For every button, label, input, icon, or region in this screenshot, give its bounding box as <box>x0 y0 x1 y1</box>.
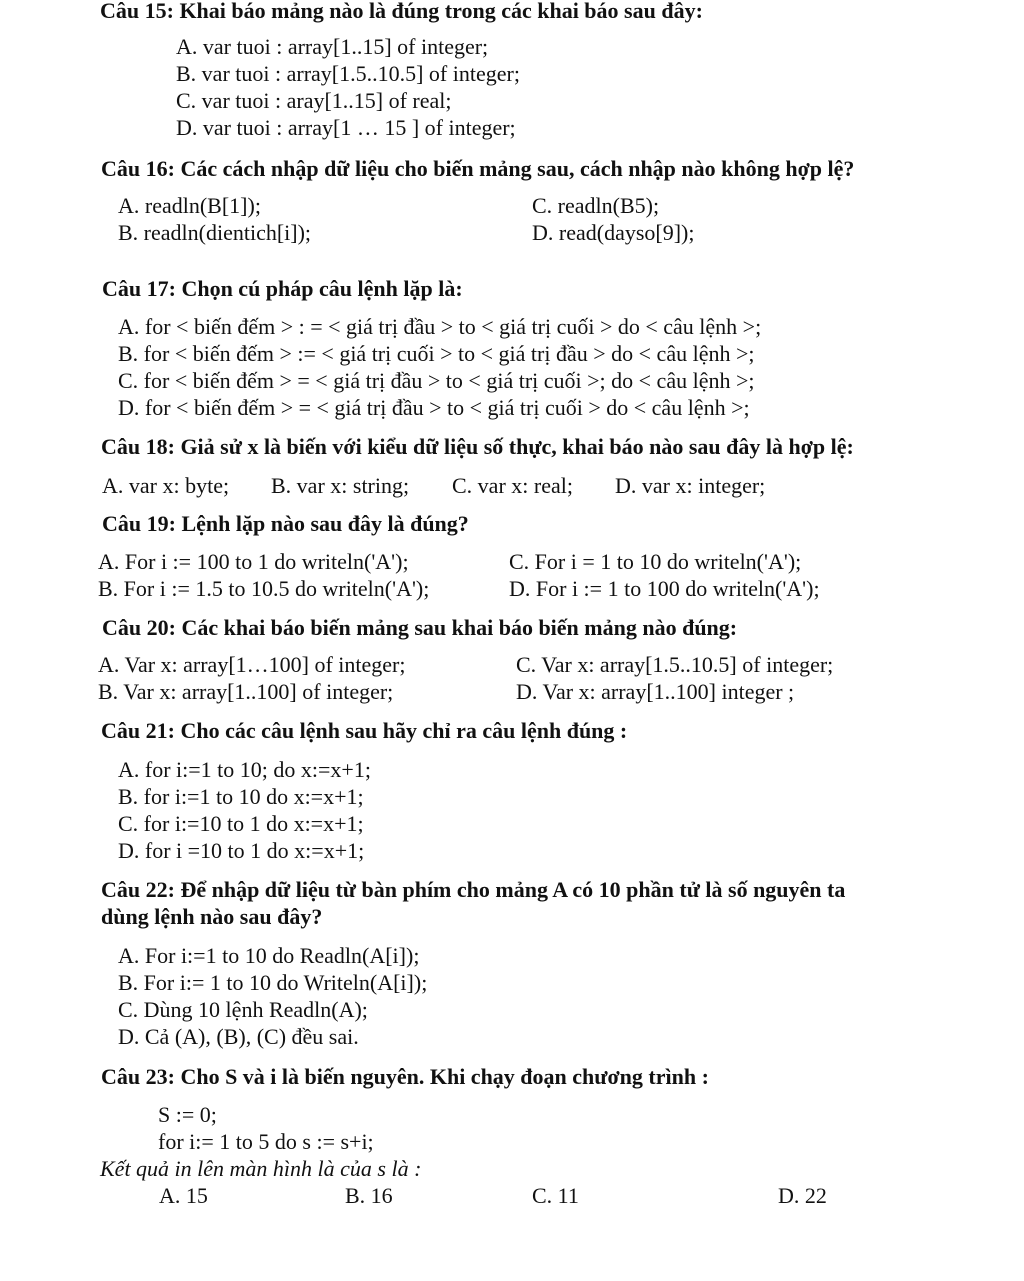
question-23-code-line-2: for i:= 1 to 5 do s := s+i; <box>158 1129 374 1154</box>
question-19-option-b: B. For i := 1.5 to 10.5 do writeln('A'); <box>98 576 430 601</box>
question-19-title: Câu 19: Lệnh lặp nào sau đây là đúng? <box>102 511 469 536</box>
question-16-option-b: B. readln(dientich[i]); <box>118 220 312 245</box>
question-22-title-line-1: Câu 22: Để nhập dữ liệu từ bàn phím cho mảng A có 10 phần tử là số nguyên ta <box>101 877 846 902</box>
question-20-title: Câu 20: Các khai báo biến mảng sau khai báo biến mảng nào đúng: <box>102 615 738 640</box>
question-18-option-a: A. var x: byte; <box>102 473 230 498</box>
question-19-option-d: D. For i := 1 to 100 do writeln('A'); <box>509 576 820 601</box>
question-17-title: Câu 17: Chọn cú pháp câu lệnh lặp là: <box>102 276 463 301</box>
question-20-option-c: C. Var x: array[1.5..10.5] of integer; <box>516 652 834 677</box>
question-18-title: Câu 18: Giả sử x là biến với kiểu dữ liệu số thực, khai báo nào sau đây là hợp lệ: <box>101 434 854 459</box>
question-20-option-b: B. Var x: array[1..100] of integer; <box>98 679 394 704</box>
question-17-option-d: D. for < biến đếm > = < giá trị đầu > to < giá trị cuối > do < câu lệnh >; <box>118 395 750 420</box>
question-21-option-d: D. for i =10 to 1 do x:=x+1; <box>118 838 365 863</box>
question-18-option-d: D. var x: integer; <box>615 473 766 498</box>
question-21-option-a: A. for i:=1 to 10; do x:=x+1; <box>118 757 371 782</box>
question-22-option-b: B. For i:= 1 to 10 do Writeln(A[i]); <box>118 970 428 995</box>
question-23-title: Câu 23: Cho S và i là biến nguyên. Khi chạy đoạn chương trình : <box>101 1064 709 1089</box>
question-19-option-c: C. For i = 1 to 10 do writeln('A'); <box>509 549 802 574</box>
question-21-option-b: B. for i:=1 to 10 do x:=x+1; <box>118 784 364 809</box>
question-15-option-d: D. var tuoi : array[1 … 15 ] of integer; <box>176 115 516 140</box>
question-23-option-b: B. 16 <box>345 1183 393 1208</box>
question-22-option-d: D. Cả (A), (B), (C) đều sai. <box>118 1024 359 1049</box>
question-17-option-b: B. for < biến đếm > := < giá trị cuối > to < giá trị đầu > do < câu lệnh >; <box>118 341 755 366</box>
question-22-title-line-2: dùng lệnh nào sau đây? <box>101 904 323 929</box>
question-18-option-c: C. var x: real; <box>452 473 573 498</box>
question-20-option-a: A. Var x: array[1…100] of integer; <box>98 652 406 677</box>
question-23-code-line-1: S := 0; <box>158 1102 217 1127</box>
question-15-option-a: A. var tuoi : array[1..15] of integer; <box>176 34 489 59</box>
question-23-option-d: D. 22 <box>778 1183 827 1208</box>
question-17-option-a: A. for < biến đếm > : = < giá trị đầu > to < giá trị cuối > do < câu lệnh >; <box>118 314 762 339</box>
question-22-option-a: A. For i:=1 to 10 do Readln(A[i]); <box>118 943 420 968</box>
question-23-option-c: C. 11 <box>532 1183 579 1208</box>
question-17-option-c: C. for < biến đếm > = < giá trị đầu > to < giá trị cuối >; do < câu lệnh >; <box>118 368 755 393</box>
question-23-option-a: A. 15 <box>159 1183 208 1208</box>
question-19-option-a: A. For i := 100 to 1 do writeln('A'); <box>98 549 409 574</box>
question-18-option-b: B. var x: string; <box>271 473 410 498</box>
question-15-option-b: B. var tuoi : array[1.5..10.5] of integer; <box>176 61 520 86</box>
question-16-title: Câu 16: Các cách nhập dữ liệu cho biến mảng sau, cách nhập nào không hợp lệ? <box>101 156 855 181</box>
question-23-prompt: Kết quả in lên màn hình là của s là : <box>100 1156 422 1181</box>
question-21-title: Câu 21: Cho các câu lệnh sau hãy chỉ ra câu lệnh đúng : <box>101 718 628 743</box>
question-16-option-d: D. read(dayso[9]); <box>532 220 695 245</box>
question-16-option-c: C. readln(B5); <box>532 193 660 218</box>
question-16-option-a: A. readln(B[1]); <box>118 193 261 218</box>
question-22-option-c: C. Dùng 10 lệnh Readln(A); <box>118 997 368 1022</box>
question-15-title: Câu 15: Khai báo mảng nào là đúng trong các khai báo sau đây: <box>100 0 703 23</box>
question-15-option-c: C. var tuoi : aray[1..15] of real; <box>176 88 452 113</box>
question-20-option-d: D. Var x: array[1..100] integer ; <box>516 679 795 704</box>
question-21-option-c: C. for i:=10 to 1 do x:=x+1; <box>118 811 364 836</box>
